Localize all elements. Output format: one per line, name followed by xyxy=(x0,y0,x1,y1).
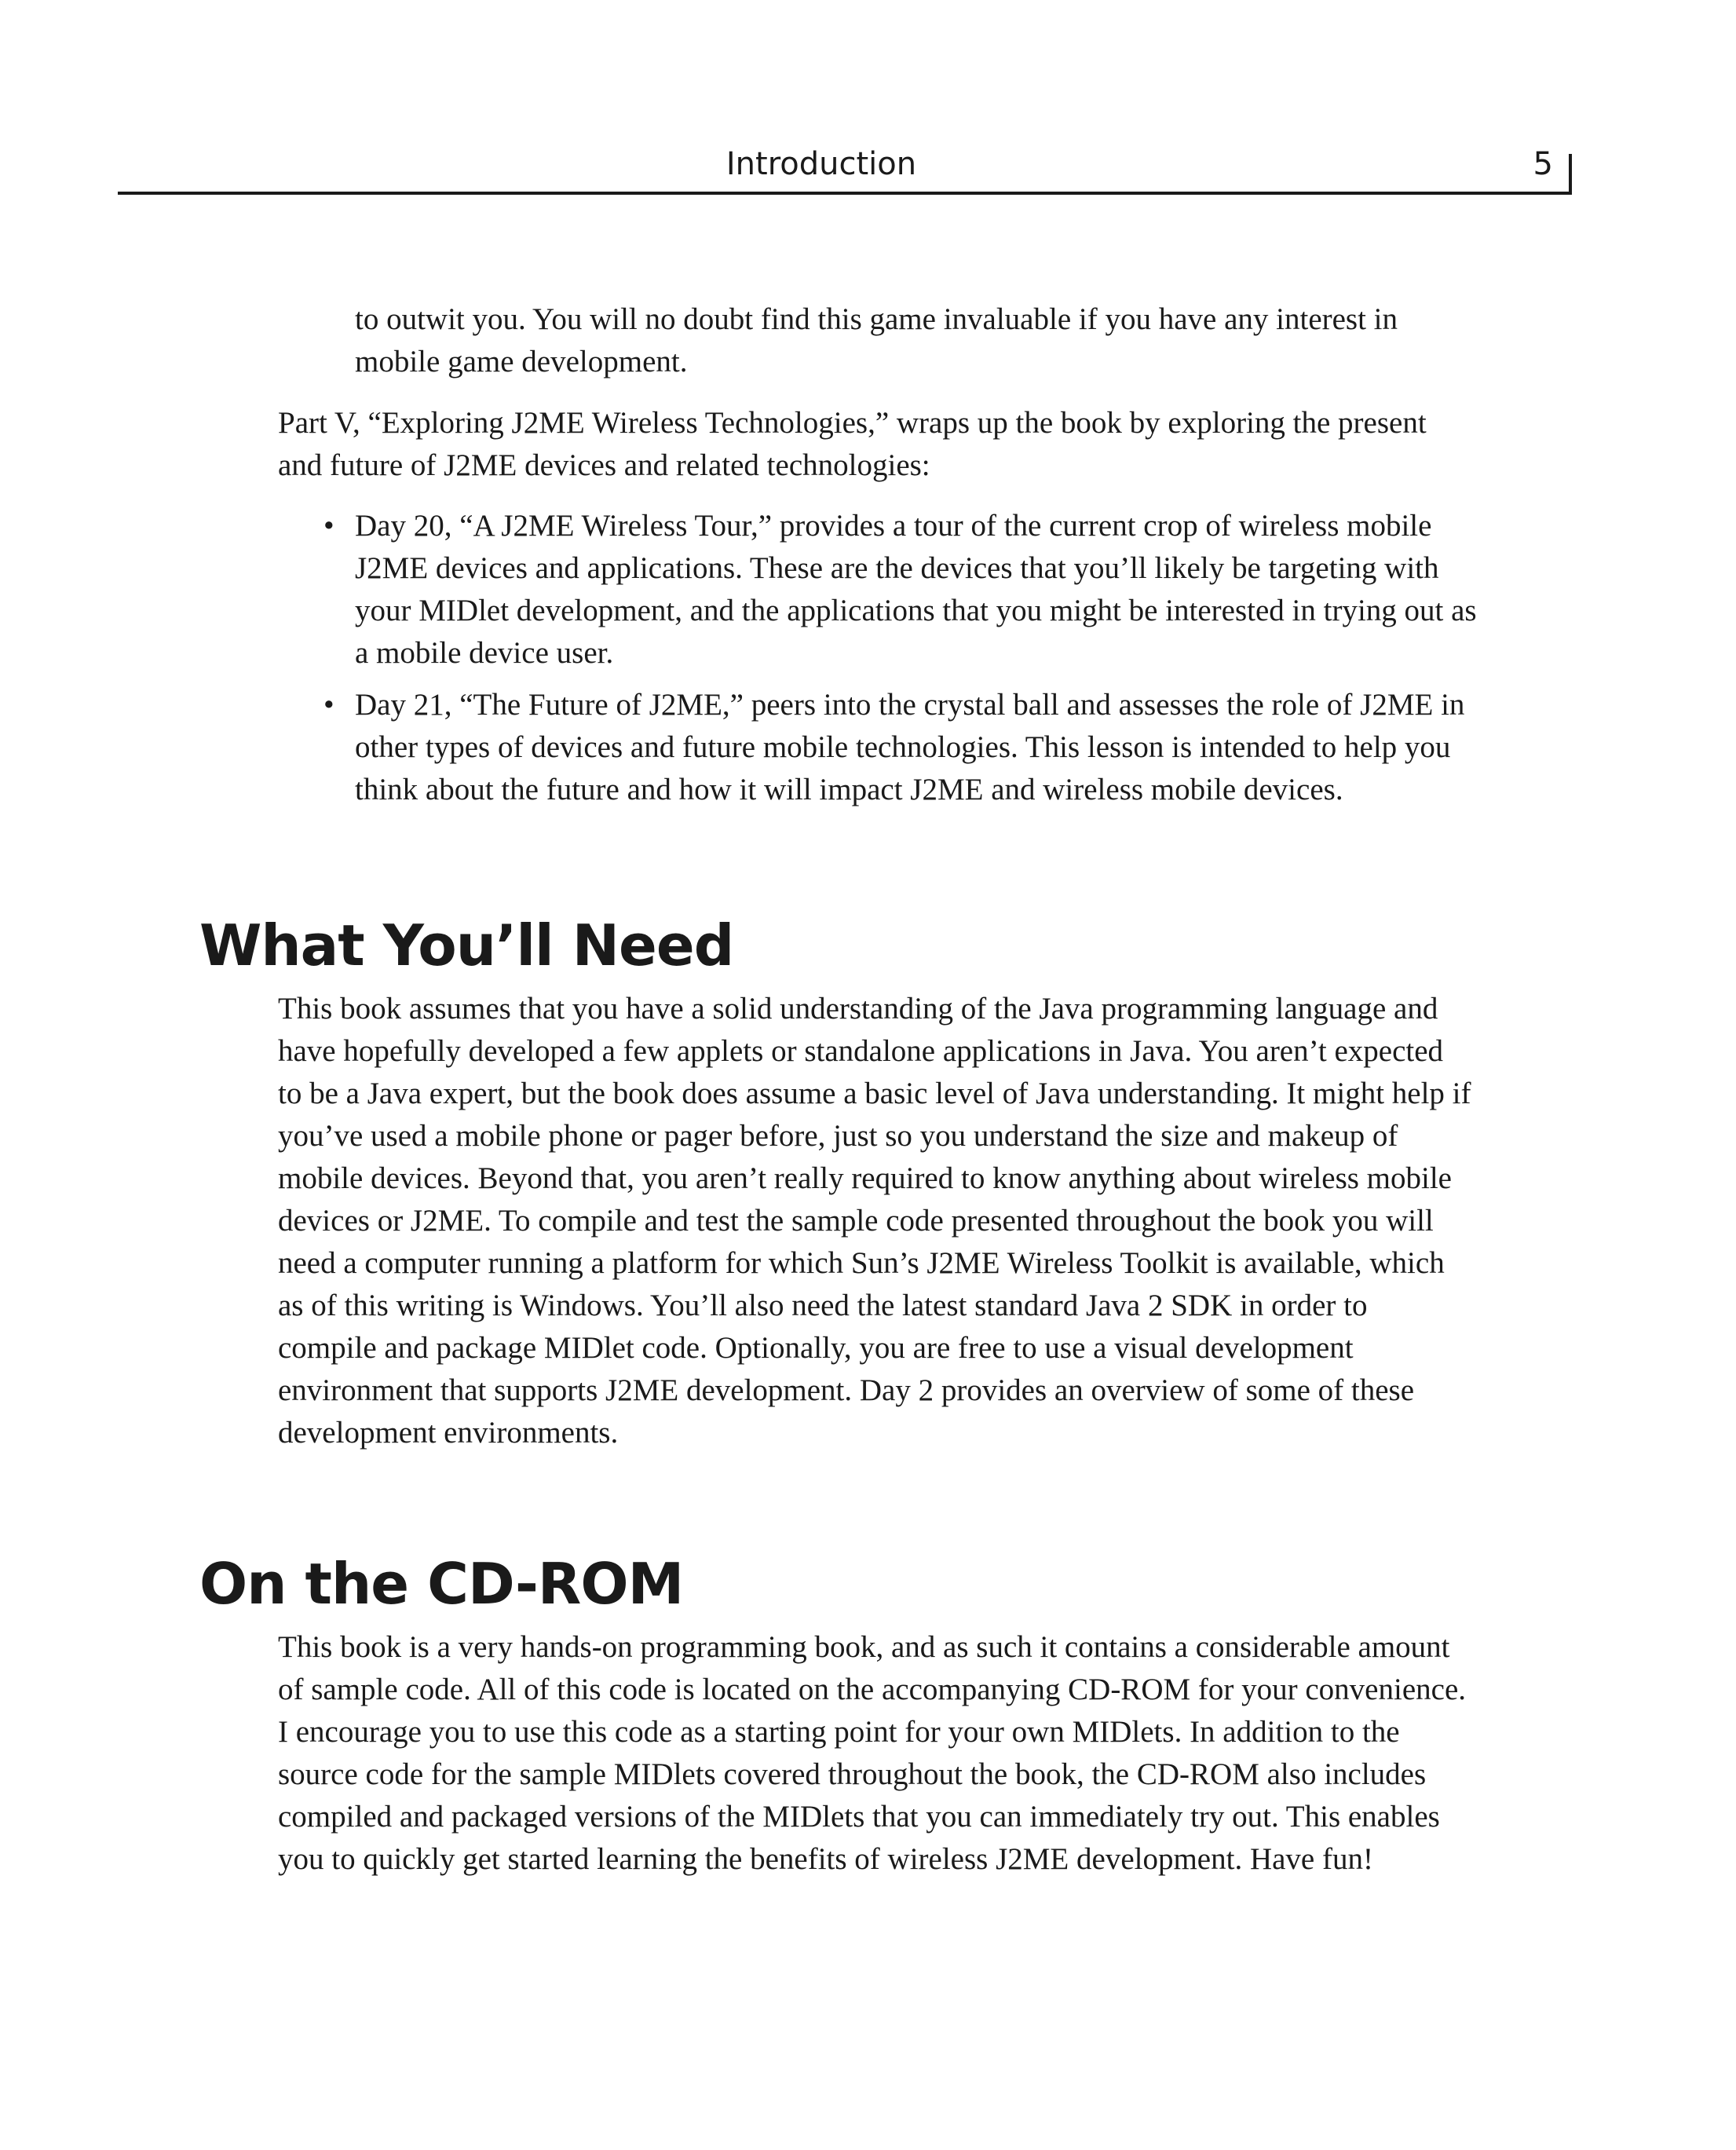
day-list xyxy=(323,505,1493,821)
continued-paragraph: to outwit you. You will no doubt find this game invaluable if you have any interest in mobile game development. xyxy=(355,302,1398,378)
list-item-text: Day 20, “A J2ME Wireless Tour,” provides a tour of the current crop of wireless mobile J2ME devices and applications. These are the devices that you’ll likely be targeting with your MIDlet development, and the applications that you might be interested in trying out as a mobile device user. xyxy=(355,509,1477,670)
header-tick xyxy=(1569,154,1572,195)
list-item-day-20 xyxy=(323,505,1493,675)
running-title: Introduction xyxy=(725,146,917,182)
section-body-on-the-cd-rom: This book is a very hands-on programming book, and as such it contains a considerable amount of sample code. All of this code is located on the accompanying CD-ROM for your convenience. I encourage you to use this code as a starting point for your own MIDlets. In addition to the source code for the sample MIDlets covered throughout the book, the CD-ROM also includes compiled and packaged versions of the MIDlets that you can immediately try out. This enables you to quickly get started learning the benefits of wireless J2ME development. Have fun! xyxy=(278,1630,1467,1876)
list-item-day-21 xyxy=(323,684,1493,811)
page-number: 5 xyxy=(1533,146,1553,182)
section-body-what-youll-need: This book assumes that you have a solid understanding of the Java programming language and have hopefully developed a few applets or standalone applications in Java. You aren’t expected to be a Java expert, but the book does assume a basic level of Java understanding. It might help if you’ve used a mobile phone or pager before, just so you understand the size and makeup of mobile devices. Beyond that, you aren’t really required to know anything about wireless mobile devices or J2ME. To compile and test the sample code presented throughout the book you will need a computer running a platform for which Sun’s J2ME Wireless Toolkit is available, which as of this writing is Windows. You’ll also need the latest standard Java 2 SDK in order to compile and package MIDlet code. Optionally, you are free to use a visual development environment that supports J2ME development. Day 2 provides an overview of some of these development environments. xyxy=(278,992,1471,1450)
bullet-icon: • xyxy=(323,509,334,543)
section-heading-on-the-cd-rom: On the CD-ROM xyxy=(199,1551,684,1617)
running-header xyxy=(118,140,1572,195)
list-item-text: Day 21, “The Future of J2ME,” peers into the crystal ball and assesses the role of J2ME in other types of devices and future mobile technologies. This lesson is intended to help you think about the future and how it will impact J2ME and wireless mobile devices. xyxy=(355,688,1465,806)
section-heading-what-youll-need: What You’ll Need xyxy=(199,912,734,978)
bullet-icon: • xyxy=(323,688,334,722)
header-rule xyxy=(118,192,1572,195)
part-v-intro-paragraph: Part V, “Exploring J2ME Wireless Technologies,” wraps up the book by exploring the present and future of J2ME devices and related technologies: xyxy=(278,406,1427,482)
